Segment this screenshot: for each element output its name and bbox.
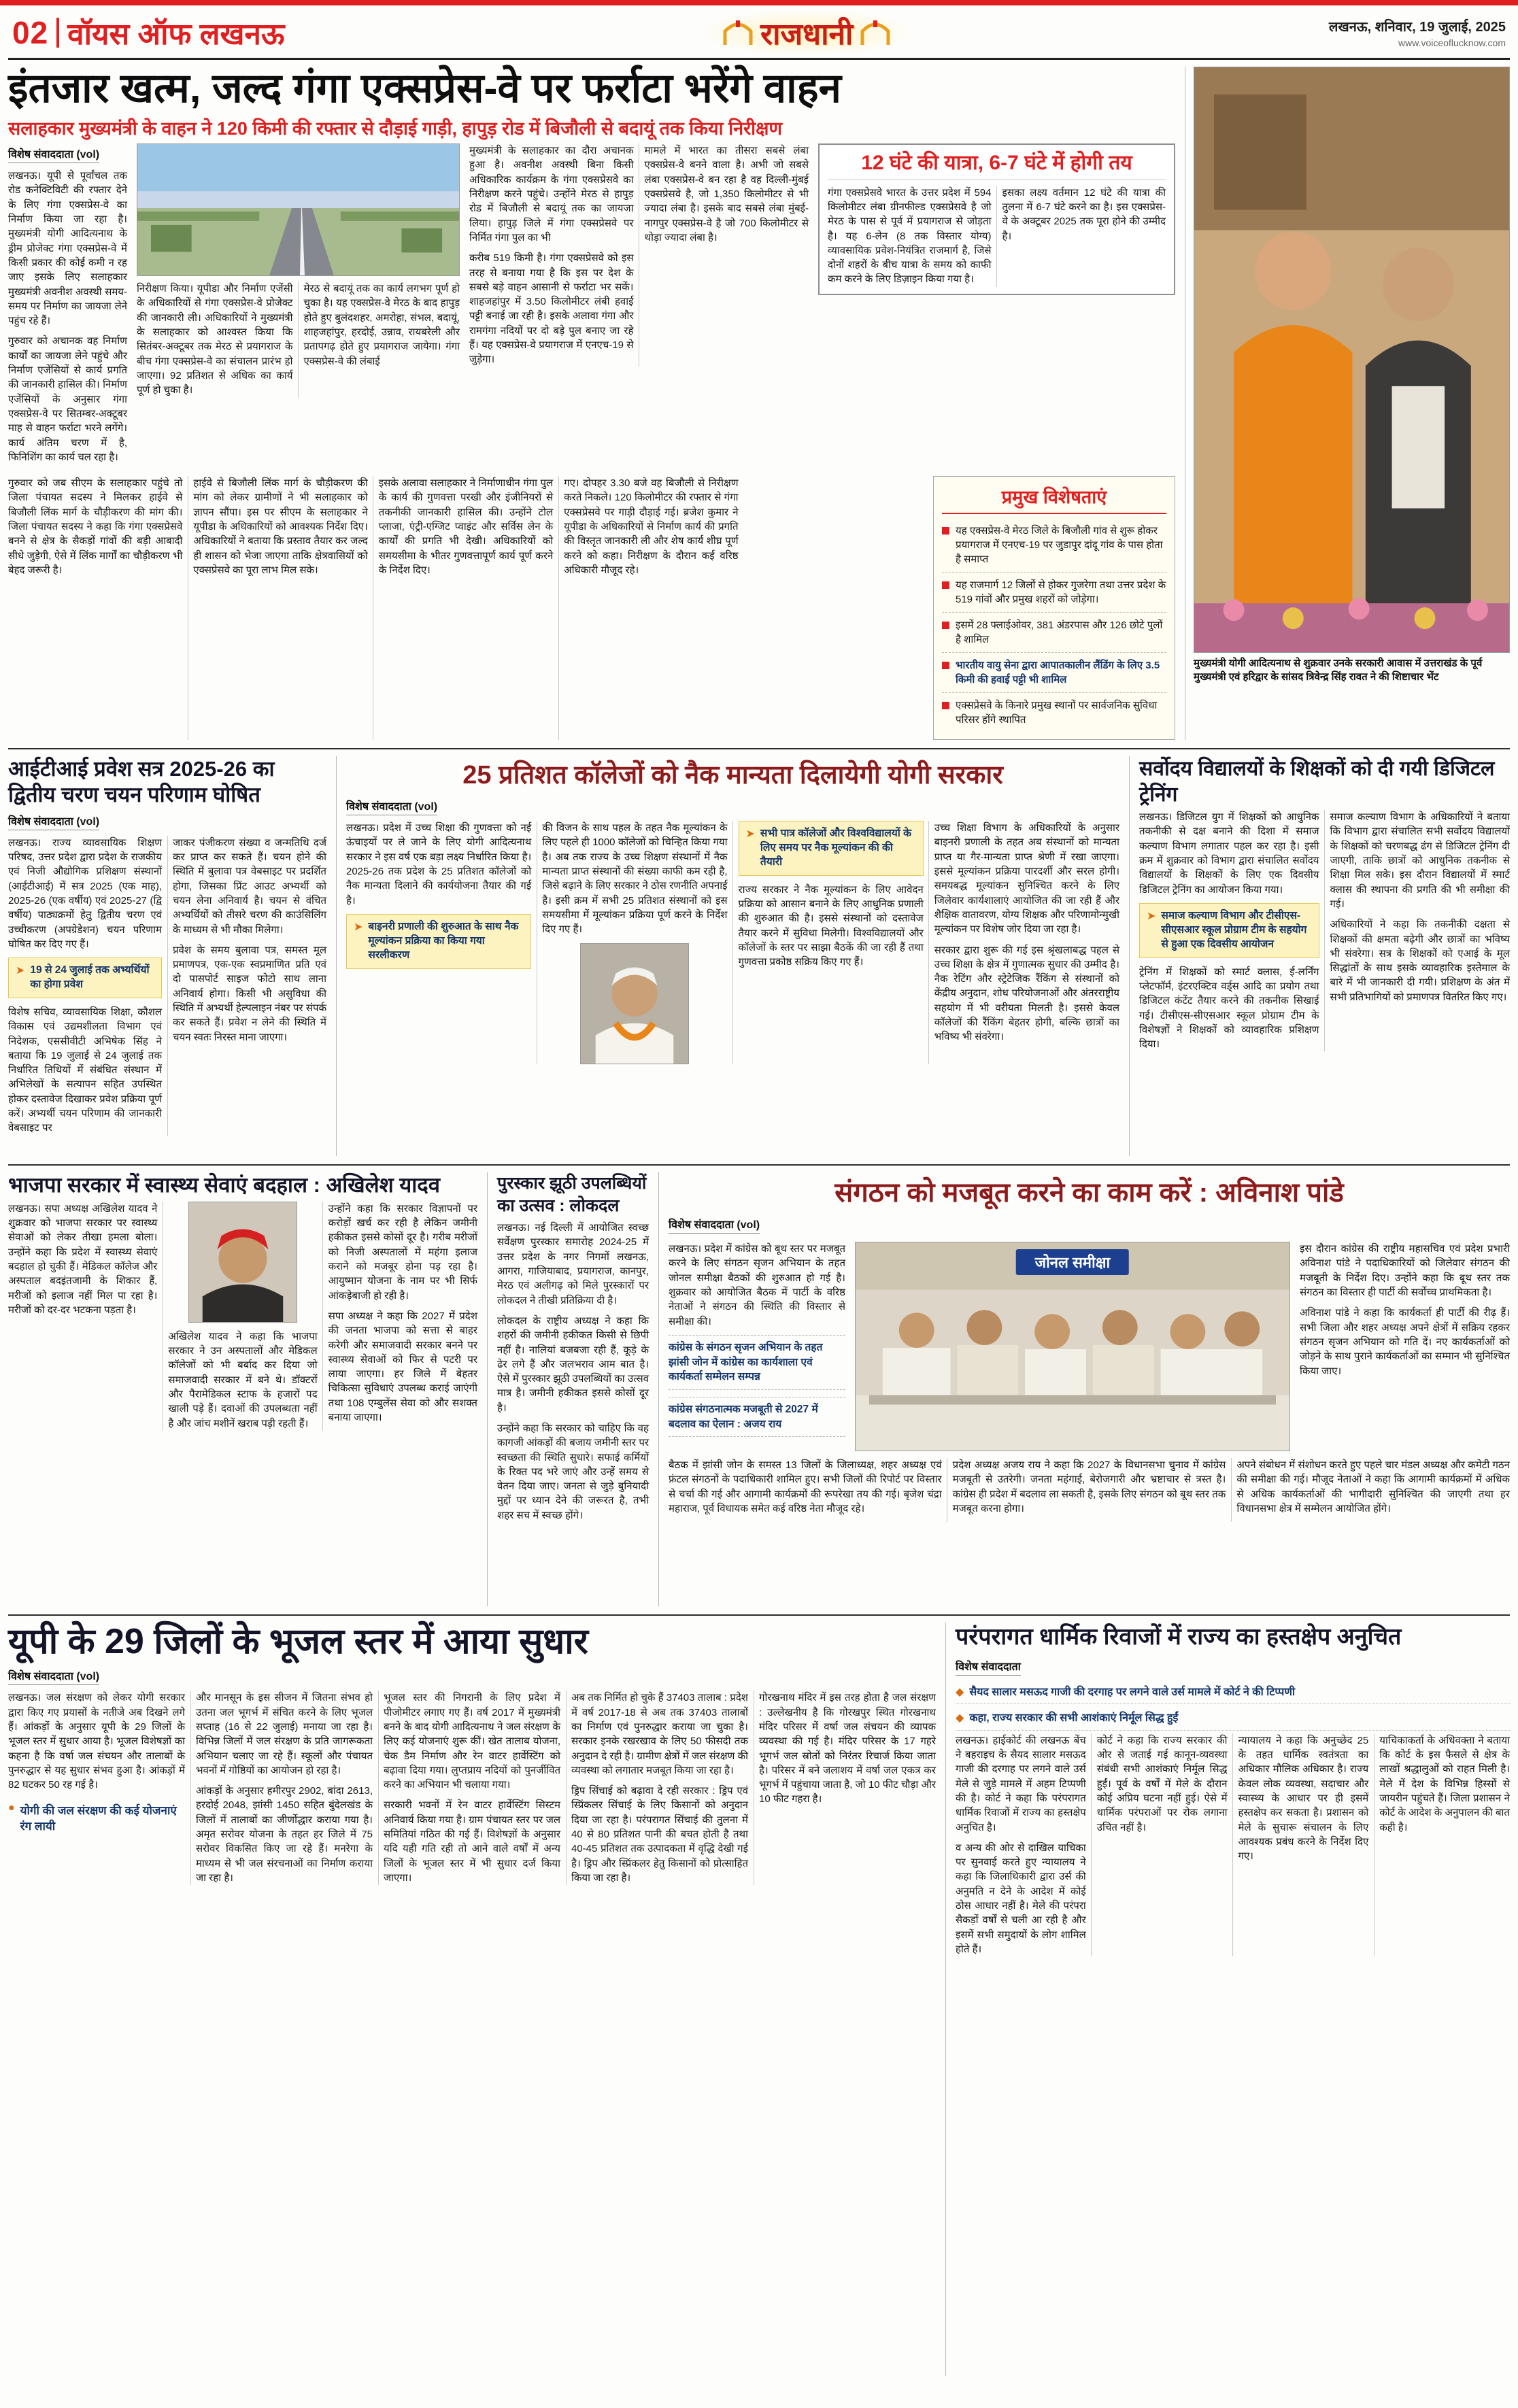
bullet-icon — [942, 622, 949, 629]
body-paragraph: अब तक निर्मित हो चुके हैं 37403 तालाब : प्रदेश में वर्ष 2017-18 से अब तक 37403 तालाबों का निर्माण एवं पुनरुद्धार कराया जा चुका है। सरकार इनके रखरखाव के लिए 50 फीसदी तक अनुदान दे रही है। ग्रामीण क्षेत्रों में जल संरक्षण की व्यवस्था को लगातार मजबूत किया जा रहा है। — [571, 1692, 748, 1776]
body-paragraph: मामले में भारत का तीसरा सबसे लंबा एक्सप्रेस-वे बनने वाला है। अभी जो सबसे लंबा एक्सप्रेस-वे बन रहा है वह दिल्ली-मुंबई एक्सप्रेसवे है, जो 1,350 किलोमीटर से भी ज्यादा लंबा है। इसके बाद सबसे लंबा मुंबई-नागपुर एक्सप्रेस-वे है जो 700 किलोमीटर से थोड़ा ज्यादा लंबा है। — [644, 145, 809, 243]
body-paragraph: न्यायालय ने कहा कि अनुच्छेद 25 के तहत धार्मिक स्वतंत्रता का अधिकार मौलिक अधिकार है। राज्य केवल लोक व्यवस्था, सदाचार और स्वास्थ्य के आधार पर ही इसमें हस्तक्षेप कर सकता है। प्रशासन को मेले के सुचारू संचालन के लिए आवश्यक प्रबंध करने के निर्देश दिए गए। — [1238, 1734, 1369, 1863]
body-paragraph: लखनऊ। जल संरक्षण को लेकर योगी सरकार द्वारा किए गए प्रयासों के नतीजे अब दिखने लगे हैं। आंकड़ों के अनुसार यूपी के 29 जिलों के भूजल स्तर में सुधार आया है। भूजल विशेषज्ञों का कहना है कि वर्षा जल संचयन और तालाबों के पुनरुद्धार से यह सुधार संभव हुआ है। आंकड़ों में 82 घटकर 50 रह गई है। — [8, 1692, 185, 1791]
lead-story-main — [8, 67, 1175, 740]
body-paragraph: लखनऊ। हाईकोर्ट की लखनऊ बेंच ने बहराइच के सैयद सालार मसऊद गाजी की दरगाह पर लगने वाले उर्स मेले से जुड़े मामले में अहम टिप्पणी की है। कोर्ट ने कहा कि परंपरागत धार्मिक रिवाजों में राज्य का हस्तक्षेप अनुचित है। — [956, 1734, 1086, 1833]
body-paragraph: अपने संबोधन में संशोधन करते हुए पहले चार मंडल अध्यक्ष और कमेटी गठन की समीक्षा की गई। मौजूद नेताओं ने कहा कि आगामी कार्यक्रमों में अधिक से अधिक कार्यकर्ताओं की भागीदारी सुनिश्चित की जाएगी तथा हर विधानसभा क्षेत्र में सम्मेलन आयोजित होंगे। — [1236, 1459, 1510, 1515]
body-paragraph: लखनऊ। प्रदेश में उच्च शिक्षा की गुणवत्ता को नई ऊंचाइयों पर ले जाने के लिए योगी आदित्यनाथ सरकार ने इस वर्ष एक बड़ा लक्ष्य निर्धारित किया है। 2025-26 तक प्रदेश के 25 प्रतिशत कॉलेजों को नैक मान्यता दिलाने की कार्ययोजना तैयार की गई है। — [346, 822, 532, 906]
feature-text: इसमें 28 फ्लाईओवर, 381 अंडरपास और 126 छोटे पुलों है शामिल — [956, 620, 1163, 646]
article-headline: आईटीआई प्रवेश सत्र 2025-26 का द्वितीय चरण चयन परिणाम घोषित — [8, 757, 275, 807]
byline: विशेष संवाददाता (vol) — [8, 146, 99, 163]
body-paragraph: भूजल स्तर की निगरानी के लिए प्रदेश में पीजोमीटर लगाए गए हैं। वर्ष 2017 में मुख्यमंत्री बनने के बाद योगी आदित्यनाथ ने जल संरक्षण के लिए कई योजनाएं शुरू कीं। खेत तालाब योजना, चेक डैम निर्माण और रेन वाटर हार्वेस्टिंग को बढ़ावा दिया गया। लुप्तप्राय नदियों को पुनर्जीवित करने का अभियान भी चलाया गया। — [384, 1692, 560, 1791]
body-paragraph: करीब 519 किमी है। गंगा एक्सप्रेसवे को इस तरह से बनाया गया है कि इस पर देश के सबसे बड़े वाहन आसानी से फर्राटा भर सकें। शाहजहांपुर में 3.50 किलोमीटर लंबी हवाई पट्टी बनाई जा रही है। इसके अलावा गंगा और रामगंगा नदियों पर दो बड़े पुल बनाए जा रहे हैं। यह एक्सप्रेस-वे प्रयागराज में एनएच-19 से जुड़ेगा। — [469, 252, 634, 366]
lead-bottom-columns — [8, 476, 924, 740]
features-title: प्रमुख विशेषताएं — [942, 484, 1166, 514]
temple-arch-icon — [722, 19, 754, 46]
body-paragraph: जाकर पंजीकरण संख्या व जन्मतिथि दर्ज कर प्राप्त कर सकते हैं। चयन होने की स्थिति में बुलावा पत्र वेबसाइट पर प्रदर्शित होगा, जिसका प्रिंट आउट अभ्यर्थी को चयन लेना अनिवार्य है। चयन से वंचित अभ्यर्थियों को तीसरे चरण की काउंसिलिंग के माध्यम से भी मौका मिलेगा। — [173, 836, 326, 936]
cm-guest-illustration — [1194, 67, 1509, 652]
body-paragraph: इसके अलावा सलाहकार ने निर्माणाधीन गंगा पुल के कार्य की गुणवत्ता परखी और इंजीनियरों से तकनीकी जानकारी हासिल की। उन्होंने टोल प्लाजा, एंट्री-एग्जिट प्वाइंट और सर्विस लेन के कार्यों की प्रगति भी देखी। अधिकारियों को समयसीमा के भीतर गुणवत्तापूर्ण कार्य पूर्ण करने के निर्देश दिए। — [378, 477, 554, 576]
article-headline: सर्वोदय विद्यालयों के शिक्षकों को दी गयी डिजिटल ट्रेनिंग — [1139, 758, 1495, 806]
body-paragraph: निरीक्षण किया। यूपीडा और निर्माण एजेंसी के अधिकारियों से गंगा एक्सप्रेस-वे प्रोजेक्ट की जानकारी ली। अधिकारियों ने मुख्यमंत्री के सलाहकार को आश्वस्त किया कि सितंबर-अक्टूबर तक मेरठ से प्रयागराज के बीच गंगा एक्सप्रेस-वे का संचालन प्रारंभ हो जाएगा। 92 प्रतिशत से अधिक का कार्य पूर्ण हो चुका है। — [137, 283, 293, 396]
article-body — [497, 1221, 649, 1523]
article-body — [8, 1691, 936, 1885]
body-paragraph: सपा अध्यक्ष ने कहा कि 2027 में प्रदेश की जनता भाजपा को सत्ता से बाहर करेगी और समाजवादी सरकार बनने पर स्वास्थ्य सेवाओं को फिर से पटरी पर लाया जाएगा। हर जिले में बेहतर चिकित्सा सुविधाएं उपलब्ध कराई जाएंगी तथा 108 एम्बुलेंस सेवा को और सशक्त बनाया जाएगा। — [328, 1310, 477, 1424]
sub-headline — [8, 1798, 185, 1840]
info-box-body — [828, 186, 1166, 287]
body-paragraph: समाज कल्याण विभाग के अधिकारियों ने बताया कि विभाग द्वारा संचालित सभी सर्वोदय विद्यालयों के शिक्षकों को चरणबद्ध ढंग से डिजिटल ट्रेनिंग दी जाएगी, ताकि छात्रों को आधुनिक तकनीक से शिक्षा मिल सके। इस दौरान विद्यालयों में स्मार्ट क्लास की स्थापना की प्रगति की भी समीक्षा की गई। — [1330, 811, 1510, 910]
rajdhani-logo — [705, 11, 909, 54]
body-paragraph: उच्च शिक्षा विभाग के अधिकारियों के अनुसार बाइनरी प्रणाली के तहत अब संस्थानों को मान्यता प्राप्त या गैर-मान्यता प्राप्त श्रेणी में रखा जाएगा। इससे मूल्यांकन प्रक्रिया पारदर्शी और सरल होगी। समयबद्ध मूल्यांकन सुनिश्चित करने के लिए जिलेवार कार्यशालाएं आयोजित की जा रही हैं और शैक्षिक वातावरण, योग्य शिक्षक और परिणामोन्मुखी मूल्यांकन पर विशेष जोर दिया जा रहा है। — [934, 822, 1119, 936]
lead-story — [8, 60, 1510, 740]
congress-body-top — [669, 1242, 1510, 1451]
dot-icon: ● — [8, 1802, 15, 1814]
highlight-text: सभी पात्र कॉलेजों और विश्वविद्यालयों के लिए समय पर नैक मूल्यांकन की की तैयारी — [760, 828, 912, 868]
article-lokdal-awards — [487, 1172, 649, 1606]
highlight-text: योगी की जल संरक्षण की कई योजनाएं रंग लायी — [20, 1804, 177, 1833]
body-paragraph: अखिलेश यादव ने कहा कि भाजपा सरकार ने उन अस्पतालों और मेडिकल कॉलेजों को भी बर्बाद कर दिया जो समाजवादी सरकार में बने थे। डॉक्टरों और पैरामेडिकल स्टाफ के हजारों पद खाली पड़े हैं। दवाओं की उपलब्धता नहीं है और जांच मशीनें खराब पड़ी रहती हैं। — [168, 1330, 318, 1429]
arrow-icon: ➤ — [1147, 910, 1156, 922]
body-paragraph: लखनऊ। सपा अध्यक्ष अखिलेश यादव ने शुक्रवार को भाजपा सरकार पर स्वास्थ्य सेवाओं को लेकर तीखा हमला बोला। उन्होंने कहा कि प्रदेश में स्वास्थ्य सेवाएं बदहाल हो चुकी हैं। मेडिकल कॉलेज और अस्पताल बदइंतजामी के शिकार हैं, मरीजों को इलाज नहीं मिल पा रहा है। मरीजों को दर-दर भटकना पड़ता है। — [8, 1202, 158, 1316]
sub-headline: कांग्रेस के संगठन सृजन अभियान के तहत झांसी जोन में कांग्रेस का कार्यशाला एवं कार्यकर्ता सम्मेलन सम्पन्न — [669, 1335, 845, 1390]
expressway-photo — [137, 143, 460, 276]
feature-text: एक्सप्रेसवे के किनारे प्रमुख स्थानों पर सार्वजनिक सुविधा परिसर होंगे स्थापित — [956, 700, 1158, 726]
speaker-portrait — [580, 943, 689, 1064]
akhilesh-portrait — [188, 1202, 297, 1323]
byline: विशेष संवाददाता (vol) — [8, 1668, 99, 1685]
expressway-illustration — [137, 144, 459, 275]
feature-text: यह राजमार्ग 12 जिलों से होकर गुजरेगा तथा उत्तर प्रदेश के 519 गांवों और प्रमुख शहरों को जोड़ेगा। — [956, 579, 1166, 606]
article-headline: परंपरागत धार्मिक रिवाजों में राज्य का हस्तक्षेप अनुचित — [956, 1624, 1402, 1650]
lead-photo-column — [1185, 67, 1510, 740]
body-paragraph: और मानसून के इस सीजन में जितना संभव हो उतना जल भूगर्भ में संचित करने के लिए भूजल सप्ताह (16 से 22 जुलाई) मनाया जा रहा है। विभिन्न जिलों में जल संरक्षण के प्रति जागरूकता अभियान चलाए जा रहे हैं। स्कूलों और पंचायत भवनों में गोष्ठियों का आयोजन हो रहा है। — [196, 1692, 373, 1776]
body-paragraph: गोरखनाथ मंदिर में इस तरह होता है जल संरक्षण : उल्लेखनीय है कि गोरखपुर स्थित गोरखनाथ मंदिर परिसर में वर्षा जल संचयन की व्यापक व्यवस्था की गई है। मंदिर परिसर के 17 गहरे भूगर्भ जल स्रोतों को निरंतर रिचार्ज किया जाता है। परिसर में बने जलाशय में वर्षा जल एकत्र कर भूगर्भ में पहुंचाया जाता है, जो 10 फीट चौड़ा और 10 फीट गहरा है। — [759, 1692, 936, 1805]
article-sarvodaya-training — [1129, 756, 1510, 1156]
lead-middle-columns — [469, 143, 809, 367]
byline: विशेष संवाददाता (vol) — [346, 798, 437, 815]
akhilesh-illustration — [189, 1202, 297, 1322]
byline: विशेष संवाददाता — [956, 1659, 1021, 1676]
article-headline: पुरस्कार झूठी उपलब्धियों का उत्सव : लोकदल — [497, 1174, 647, 1215]
diamond-icon: ◆ — [956, 1686, 964, 1698]
body-paragraph: ड्रिप सिंचाई को बढ़ावा दे रही सरकार : ड्रिप एवं स्प्रिंकलर सिंचाई के लिए किसानों को अनुदान दिया जा रहा है। परंपरागत सिंचाई की तुलना में 40 से 80 प्रतिशत पानी की बचत होती है तथा 40-45 प्रतिशत तक उत्पादकता में वृद्धि देखी गई है। ड्रिप और स्प्रिंकलर हेतु किसानों को प्रोत्साहित किया जा रहा है। — [571, 1785, 748, 1884]
info-box-title: 12 घंटे की यात्रा, 6-7 घंटे में होगी तय — [828, 152, 1166, 180]
body-paragraph: उन्होंने कहा कि सरकार विज्ञापनों पर करोड़ों खर्च कर रही है लेकिन जमीनी हकीकत इससे कोसों दूर है। गरीब मरीजों को निजी अस्पतालों में महंगा इलाज कराने को मजबूर होना पड़ रहा है। आयुष्मान योजना के नाम पर भी सिर्फ आंकड़ेबाजी हो रही है। — [328, 1202, 477, 1302]
body-paragraph: लखनऊ। यूपी से पूर्वांचल तक रोड कनेक्टिविटी की रफ्तार देने के लिए गंगा एक्सप्रेस-वे का निर्माण किया जा रहा है। मुख्यमंत्री योगी आदित्यनाथ के ड्रीम प्रोजेक्ट गंगा एक्सप्रेस-वे में किसी प्रकार की कोई कमी न रह जाए इसके लिए सलाहकार मुख्यमंत्री अवनीश अवस्थी समय-समय पर निर्माण का जायजा लेने पहुंच रहे हैं। — [8, 170, 127, 327]
body-paragraph: गुरुवार को जब सीएम के सलाहकार पहुंचे तो जिला पंचायत सदस्य ने मिलकर हाईवे से बिजौली लिंक मार्ग के चौड़ीकरण की मांग की। जिला पंचायत सदस्य ने कहा कि गंगा एक्सप्रेसवे बनने से क्षेत्र के सैकड़ों गांवों की बड़ी आबादी सीधे जुड़ेगी, ऐसे में लिंक मार्गों का चौड़ीकरण भी बेहद जरूरी है। — [8, 477, 183, 576]
article-body — [8, 1202, 477, 1431]
diamond-icon: ◆ — [956, 1712, 964, 1725]
point-text: कहा, राज्य सरकार की सभी आशंकाएं निर्मूल सिद्ध हुईं — [969, 1712, 1179, 1725]
body-paragraph: व अन्य की ओर से दाखिल याचिका पर सुनवाई करते हुए न्यायालय ने कहा कि जिलाधिकारी द्वारा उर्स की अनुमति न देने के आदेश में कोई ठोस आधार नहीं है। मेले की परंपरा सैकड़ों वर्षों से चली आ रही है और इसमें सभी समुदायों के लोग शामिल होते हैं। — [956, 1842, 1086, 1955]
lead-band-top — [8, 143, 1175, 471]
byline: विशेष संवाददाता (vol) — [669, 1217, 760, 1234]
highlight-box — [739, 821, 924, 876]
body-paragraph: हाईवे से बिजौली लिंक मार्ग के चौड़ीकरण की मांग को लेकर ग्रामीणों ने भी सलाहकार को ज्ञापन सौंपा। इस पर सीएम के सलाहकार ने यूपीडा के अधिकारियों को आवश्यक निर्देश दिए। अधिकारियों ने बताया कि प्रस्ताव तैयार कर जल्द ही शासन को भेजा जाएगा ताकि क्षेत्रवासियों को एक्सप्रेसवे का पूरा लाभ मिल सके। — [193, 477, 368, 576]
body-paragraph: मेरठ से बदायूं तक का कार्य लगभग पूर्ण हो चुका है। यह एक्सप्रेस-वे मेरठ के बाद हापुड़ होते हुए बुलंदशहर, अमरोहा, संभल, बदायूं, शाहजहांपुर, हरदोई, उन्नाव, रायबरेली और प्रतापगढ़ होते हुए प्रयागराज जायेगा। गंगा एक्सप्रेस-वे की लंबाई — [303, 283, 460, 367]
article-body — [956, 1733, 1510, 1956]
article-congress-organisation — [658, 1172, 1510, 1606]
bullet-icon — [942, 702, 949, 709]
article-iti-results — [8, 756, 326, 1156]
highlight-point — [956, 1681, 1510, 1705]
arrow-icon: ➤ — [745, 828, 755, 841]
photo-caption: मुख्यमंत्री योगी आदित्यनाथ से शुक्रवार उनके सरकारी आवास में उत्तराखंड के पूर्व मुख्यमंत्री एवं हरिद्वार के सांसद त्रिवेन्द्र सिंह रावत ने की शिष्टाचार भेंट — [1194, 658, 1483, 683]
article-body — [346, 821, 1119, 1064]
body-paragraph: कोर्ट ने कहा कि राज्य सरकार की ओर से जताई गई कानून-व्यवस्था संबंधी सभी आशंकाएं निर्मूल सिद्ध हुईं। पूर्व के वर्षों में मेले के दौरान कोई अप्रिय घटना नहीं हुई। ऐसे में धार्मिक परंपराओं पर रोक लगाना उचित नहीं है। — [1096, 1734, 1228, 1833]
lead-first-column — [8, 143, 127, 471]
body-paragraph: लोकदल के राष्ट्रीय अध्यक्ष ने कहा कि शहरों की जमीनी हकीकत किसी से छिपी नहीं है। नालियां बजबजा रही हैं, कूड़े के ढेर लगे हैं और जलभराव आम बात है। ऐसे में पुरस्कार झूठी उपलब्धियों का उत्सव मात्र है। जमीनी हकीकत इससे कोसों दूर है। — [497, 1315, 649, 1414]
travel-time-info-box — [818, 143, 1175, 295]
bullet-icon — [942, 662, 949, 669]
edition-name: राजधानी — [760, 17, 854, 51]
arrow-icon: ➤ — [16, 965, 25, 977]
highlight-text: बाइनरी प्रणाली की शुरुआत के साथ नैक मूल्यांकन प्रक्रिया का किया गया सरलीकरण — [368, 920, 519, 961]
highlight-point — [956, 1707, 1510, 1731]
body-paragraph: गंगा एक्सप्रेसवे भारत के उत्तर प्रदेश में 594 किलोमीटर लंबा ग्रीनफील्ड एक्सप्रेसवे है जो मेरठ के पास से पूर्व में प्रयागराज से जोड़ता है। यह 6-लेन (8 तक विस्तार योग्य) व्यावसायिक प्रवेश-नियंत्रित राजमार्ग है, जिसे दोनों शहरों के बीच यात्रा के समय को काफी कम करने के लिए डिज़ाइन किया गया है। — [828, 186, 992, 286]
lead-subheadline: सलाहकार मुख्यमंत्री के वाहन ने 120 किमी की रफ्तार से दौड़ाई गाड़ी, हापुड़ रोड में बिजौली से बदायूं तक किया निरीक्षण — [8, 118, 782, 139]
lead-band-bottom — [8, 476, 1175, 740]
highlight-box — [346, 914, 531, 969]
feature-text: यह एक्सप्रेस-वे मेरठ जिले के बिजौली गांव से शुरू होकर प्रयागराज में एनएच-19 पर जुडापुर दांदू गांव के पास होता है समाप्त — [956, 525, 1163, 566]
body-paragraph: अविनाश पांडे ने कहा कि कार्यकर्ता ही पार्टी की रीढ़ हैं। सभी जिला और शहर अध्यक्ष अपने क्षेत्रों में सक्रिय रहकर संगठन सृजन अभियान को गति दें। नए कार्यकर्ताओं को जोड़ने के साथ पुराने कार्यकर्ताओं का सम्मान भी सुनिश्चित किया जाए। — [1300, 1307, 1510, 1377]
second-story-row — [8, 748, 1510, 1156]
masthead-left — [12, 12, 284, 53]
lead-headline: इंतजार खत्म, जल्द गंगा एक्सप्रेस-वे पर फर्राटा भरेंगे वाहन — [8, 65, 841, 111]
body-paragraph: सरकार द्वारा शुरू की गई इस श्रृंखलाबद्ध पहल से उच्च शिक्षा के क्षेत्र में गुणात्मक सुधार की उम्मीद है। नैक रेटिंग और स्ट्रेटेजिक रैंकिंग से संस्थानों को केंद्रीय अनुदान, शोध परियोजनाओं और अंतरराष्ट्रीय सहयोग में भी वरीयता मिलती है। इससे केवल कॉलेजों की रैंकिंग बेहतर होगी, बल्कि छात्रों का भविष्य भी संवरेगा। — [934, 944, 1119, 1043]
body-paragraph: गए। दोपहर 3.30 बजे वह बिजौली से निरीक्षण करते निकले। 120 किलोमीटर की रफ्तार से गंगा एक्सप्रेसवे पर गाड़ी दौड़ाई गई। ब्रजेश कुमार ने यूपीडा के अधिकारियों से निर्माण कार्य की प्रगति की विस्तृत जानकारी ली और शेष कार्य शीघ्र पूर्ण करने को कहा। निरीक्षण के दौरान कई वरिष्ठ अधिकारी मौजूद रहे। — [564, 477, 739, 576]
body-paragraph: लखनऊ। नई दिल्ली में आयोजित स्वच्छ सर्वेक्षण पुरस्कार समारोह 2024-25 में उत्तर प्रदेश के नगर निगमों लखनऊ, आगरा, गाजियाबाद, प्रयागराज, कानपुर, मेरठ एवं अलीगढ़ को मिले पुरस्कारों पर लोकदल ने तीखी प्रतिक्रिया दी है। — [497, 1222, 649, 1306]
article-groundwater — [8, 1623, 936, 2376]
article-body — [8, 836, 326, 1136]
body-paragraph: बैठक में झांसी जोन के समस्त 13 जिलों के जिलाध्यक्ष, शहर अध्यक्ष एवं फ्रंटल संगठनों के पदाधिकारी शामिल हुए। सभी जिलों की रिपोर्ट पर विस्तार से चर्चा की गई और आगामी कार्यक्रमों की रूपरेखा तय की गई। बृजेश चंद्रा महाराज, पूर्व विधायक समेत कई वरिष्ठ नेता मौजूद रहे। — [669, 1459, 942, 1515]
congress-body-bottom — [669, 1458, 1510, 1522]
feature-item — [942, 518, 1166, 573]
body-paragraph: लखनऊ। राज्य व्यावसायिक शिक्षण परिषद, उत्तर प्रदेश द्वारा प्रदेश के राजकीय एवं निजी औद्योगिक प्रशिक्षण संस्थानों (आईटीआई) में सत्र 2025 (एक माह), 2025-26 (एक वर्षीय) एवं 2025-27 (द्वि वर्षीय) पाठ्यक्रमों हेतु द्वितीय चरण एवं उच्चीकरण (अपग्रेडेशन) चयन परिणाम घोषित कर दिए गए हैं। — [8, 836, 162, 950]
body-paragraph: मुख्यमंत्री के सलाहकार का दौरा अचानक हुआ है। अवनीश अवस्थी बिना किसी अधिकारिक कार्यक्रम के गंगा एक्सप्रेसवे का निरीक्षण करने पहुंचे। उन्होंने मेरठ से हापुड़ रोड में बिजौली से बदायूं तक का जायजा लिया। हापुड़ जिले में गंगा एक्सप्रेसवे पर निर्मित गंगा पुल का भी — [469, 145, 634, 243]
masthead-right — [1329, 17, 1506, 48]
byline: विशेष संवाददाता (vol) — [8, 813, 99, 830]
cm-guest-photo — [1194, 67, 1510, 653]
article-naac-accreditation — [336, 756, 1119, 1156]
photo-banner-text: जोनल समीक्षा — [1016, 1249, 1129, 1275]
body-paragraph: ट्रेनिंग में शिक्षकों को स्मार्ट क्लास, ई-लर्निंग प्लेटफॉर्म, इंटरएक्टिव वर्ड्स आदि का प्रयोग तथा डिजिटल कंटेंट तैयार करने की तकनीक सिखाई गई। टीसीएस-सीएसआर स्कूल प्रोग्राम टीम के विशेषज्ञों ने शिक्षकों को व्यावहारिक प्रशिक्षण दिया। — [1139, 966, 1319, 1051]
body-paragraph: याचिकाकर्ता के अधिवक्ता ने बताया कि कोर्ट के इस फैसले से क्षेत्र के लाखों श्रद्धालुओं को राहत मिली है। मेले में देश के विभिन्न हिस्सों से जायरीन पहुंचते हैं। जिला प्रशासन ने कोर्ट के आदेश के अनुपालन की बात कही है। — [1379, 1734, 1510, 1833]
body-paragraph: लखनऊ। डिजिटल युग में शिक्षकों को आधुनिक तकनीकी से दक्ष बनाने की दिशा में समाज कल्याण विभाग लगातार पहल कर रहा है। इसी क्रम में शुक्रवार को विभाग द्वारा संचालित सर्वोदय विद्यालयों के शिक्षकों के लिए एक दिवसीय डिजिटल ट्रेनिंग का आयोजन किया गया। — [1139, 811, 1319, 896]
masthead-title: वॉयस ऑफ लखनऊ — [67, 17, 285, 51]
body-paragraph: विशेष सचिव, व्यावसायिक शिक्षा, कौशल विकास एवं उद्यमशीलता विभाग एवं निदेशक, एससीवीटी अभिषेक सिंह ने बताया कि 19 जुलाई से 24 जुलाई तक निर्धारित तिथियों में संबंधित संस्थान में अभिलेखों के सत्यापन सहित उपस्थित होकर दस्तावेज दिखाकर प्रवेश प्रक्रिया पूर्ण करें। अभ्यर्थी चयन परिणाम की जानकारी वेबसाइट पर — [8, 1006, 162, 1134]
point-text: सैयद सालार मसऊद गाजी की दरगाह पर लगने वाले उर्स मामले में कोर्ट ने की टिप्पणी — [969, 1686, 1296, 1698]
third-story-row — [8, 1164, 1510, 1606]
article-body — [1139, 810, 1510, 1051]
body-paragraph: प्रदेश अध्यक्ष अजय राय ने कहा कि 2027 के विधानसभा चुनाव में कांग्रेस मजबूती से उतरेगी। जनता महंगाई, बेरोजगारी और भ्रष्टाचार से त्रस्त है। कांग्रेस ही प्रदेश में बदलाव ला सकती है, इसके लिए संगठन को बूथ स्तर तक मजबूत करना होगा। — [952, 1459, 1226, 1515]
text-under-image — [137, 282, 460, 397]
article-headline: संगठन को मजबूत करने का काम करें : अविनाश पांडे — [834, 1178, 1344, 1208]
temple-arch-icon — [860, 19, 891, 46]
feature-item — [942, 573, 1166, 613]
article-headline: भाजपा सरकार में स्वास्थ्य सेवाएं बदहाल : अखिलेश यादव — [8, 1173, 440, 1198]
congress-meeting-photo — [855, 1242, 1290, 1451]
website-url: www.voiceoflucknow.com — [1398, 37, 1506, 48]
fourth-story-row — [8, 1614, 1510, 2376]
congress-left-column — [669, 1242, 845, 1451]
feature-text: भारतीय वायु सेना द्वारा आपातकालीन लैंडिंग के लिए 3.5 किमी की हवाई पट्टी भी शामिल — [956, 660, 1160, 686]
body-paragraph: उन्होंने कहा कि सरकार को चाहिए कि वह कागजी आंकड़ों की बजाय जमीनी स्तर पर स्वच्छता की स्थिति सुधारे। सफाई कर्मियों के रिक्त पद भरे जाएं और उन्हें समय से वेतन दिया जाए। जनता से जुड़े बुनियादी मुद्दों पर ध्यान देने की जरूरत है, तभी शहर सच में स्वच्छ होंगे। — [497, 1422, 649, 1521]
body-paragraph: प्रवेश के समय बुलावा पत्र, समस्त मूल प्रमाणपत्र, एक-एक स्वप्रमाणित प्रति एवं दो पासपोर्ट साइज फोटो साथ लाना अनिवार्य होगा। किसी भी असुविधा की स्थिति में अभ्यर्थी हेल्पलाइन नंबर पर संपर्क कर सकते हैं। प्रवेश न लेने की स्थिति में चयन स्वतः निरस्त माना जाएगा। — [173, 944, 326, 1043]
body-paragraph: आंकड़ों के अनुसार हमीरपुर 2902, बांदा 2613, हरदोई 2048, झांसी 1450 सहित बुंदेलखंड के जिलों में तालाबों का जीर्णोद्धार कराया गया है। अमृत सरोवर योजना के तहत हर जिले में 75 सरोवर विकसित किए जा रहे हैं। मनरेगा के माध्यम से भी जल संरचनाओं का निर्माण कराया जा रहा है। — [196, 1785, 373, 1884]
article-headline: यूपी के 29 जिलों के भूजल स्तर में आया सुधार — [8, 1622, 588, 1662]
feature-item — [942, 613, 1166, 653]
sub-headline: कांग्रेस संगठनात्मक मजबूती से 2027 में बदलाव का ऐलान : अजय राय — [669, 1397, 845, 1437]
article-akhilesh-health — [8, 1172, 477, 1606]
masthead-divider — [56, 18, 59, 48]
dateline: लखनऊ, शनिवार, 19 जुलाई, 2025 — [1328, 19, 1506, 35]
lead-image-block — [137, 143, 460, 397]
article-headline: 25 प्रतिशत कॉलेजों को नैक मान्यता दिलायेगी योगी सरकार — [462, 761, 1003, 790]
highlight-box — [1139, 903, 1319, 958]
body-paragraph: इस दौरान कांग्रेस की राष्ट्रीय महासचिव एवं प्रदेश प्रभारी अविनाश पांडे ने पदाधिकारियों को जिलेवार संगठन की मजबूती के निर्देश दिए। उन्होंने कहा कि बूथ स्तर तक संगठन का विस्तार ही पार्टी की सर्वोच्च प्राथमिकता है। — [1300, 1243, 1510, 1299]
highlight-text: 19 से 24 जुलाई तक अभ्यर्थियों का होगा प्रवेश — [30, 964, 150, 991]
key-features-box — [933, 476, 1175, 740]
feature-item — [942, 693, 1166, 732]
body-paragraph: की विजन के साथ पहल के तहत नैक मूल्यांकन के लिए पहले ही 1000 कॉलेजों को चिन्हित किया गया है। अब तक राज्य के उच्च शिक्षण संस्थानों में नैक मान्यता प्राप्त संस्थानों की संख्या काफी कम रही है, जिसे बढ़ाने के लिए सरकार ने ठोस रणनीति अपनाई है। इसी क्रम में सभी 25 प्रतिशत संस्थानों को इस समयसीमा में मूल्यांकन प्रक्रिया पूर्ण करने के निर्देश दिए गए हैं। — [542, 822, 728, 936]
article-highcourt-urs — [945, 1623, 1510, 2376]
body-paragraph: राज्य सरकार ने नैक मूल्यांकन के लिए आवेदन प्रक्रिया को आसान बनाने के लिए आधुनिक प्रणाली की शुरुआत की है। इससे संस्थानों को दस्तावेज तैयार करने में सुविधा मिलेगी। विश्वविद्यालयों और कॉलेजों के स्तर पर साझा बैठकें की जा रही हैं तथा गुणवत्ता प्रकोष्ठ सक्रिय किए गए हैं। — [738, 883, 924, 968]
highlight-text: समाज कल्याण विभाग और टीसीएस-सीएसआर स्कूल प्रोग्राम टीम के सहयोग से हुआ एक दिवसीय आयोजन — [1161, 909, 1307, 950]
body-paragraph: अधिकारियों ने कहा कि तकनीकी दक्षता से शिक्षकों की क्षमता बढ़ेगी और छात्रों का भविष्य भी संवरेगा। सत्र के शिक्षकों को एआई के मूल सिद्धांतों के साथ इसके व्यावहारिक इस्तेमाल के बारे में भी जानकारी दी गयी। प्रशिक्षण के अंत में सभी प्रतिभागियों को प्रमाणपत्र वितरित किए गए। — [1330, 919, 1510, 1003]
speaker-illustration — [581, 944, 688, 1064]
body-paragraph: इसका लक्ष्य वर्तमान 12 घंटे की यात्रा की तुलना में 6-7 घंटे करने का है। इस एक्सप्रेस-वे के अक्टूबर 2025 तक पूरा होने की उम्मीद है। — [1002, 186, 1166, 242]
page-number: 02 — [12, 14, 49, 50]
body-paragraph: सरकारी भवनों में रेन वाटर हार्वेस्टिंग सिस्टम अनिवार्य किया गया है। ग्राम पंचायत स्तर पर जल समितियां गठित की गई हैं। विशेषज्ञों के अनुसार यदि यही गति रही तो आने वाले वर्षों में अन्य जिलों के भूजल स्तर में भी सुधार दर्ज किया जाएगा। — [384, 1799, 560, 1884]
bullet-icon — [942, 581, 949, 589]
page-header — [8, 10, 1510, 60]
feature-item — [942, 653, 1166, 693]
arrow-icon: ➤ — [354, 921, 363, 933]
body-paragraph: गुरुवार को अचानक वह निर्माण कार्यों का जायजा लेने पहुंचे और निर्माण एजेंसियों से कार्य प्रगति की जानकारी हासिल की। निर्माण एजेंसियों के अनुसार गंगा एक्सप्रेस-वे पर सितम्बर-अक्टूबर माह से वाहन फर्राटा भरने लगेंगे। कार्य अंतिम चरण में है, फिनिशिंग का कार्य चल रहा है। — [8, 335, 127, 463]
congress-right-column — [1300, 1242, 1510, 1451]
body-paragraph: लखनऊ। प्रदेश में कांग्रेस को बूथ स्तर पर मजबूत करने के लिए संगठन सृजन अभियान के तहत जोनल समीक्षा बैठकों की शुरुआत हो गई है। शुक्रवार को आयोजित बैठक में पार्टी के वरिष्ठ नेताओं ने संगठन की स्थिति की विस्तार से समीक्षा की। — [669, 1243, 845, 1327]
highlight-box — [8, 957, 162, 998]
bullet-icon — [942, 527, 949, 535]
